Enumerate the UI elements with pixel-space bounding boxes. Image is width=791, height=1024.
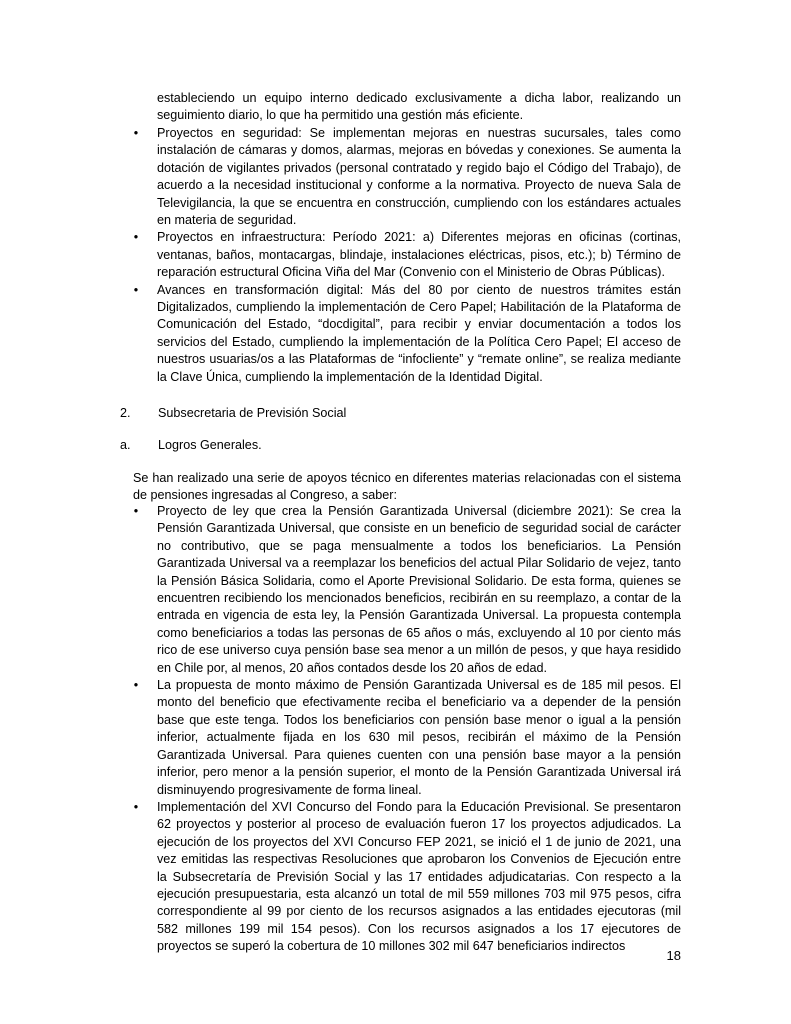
list-item-text: Implementación del XVI Concurso del Fondo para la Educación Previsional. Se presentaron 62 proyectos y posterior al proceso de evaluación fueron 17 los proyectos adjudicados. La ejecución de los proyectos del XVI Concurso FEP 2021, se inició el 1 de junio de 2021, una vez emitidas las respectivas Resoluciones que aprobaron los Convenios de Ejecución entre la Subsecretaría de Previsión Social y las 17 entidades adjudicatarias. Con respecto a la ejecución presupuestaria, esta alcanzó un total de mil 559 millones 703 mil 975 pesos, cifra correspondiente al 99 por ciento de los recursos asignados a las entidades ejecutoras (mil 582 millones 199 mil 154 pesos). Con los recursos asignados a los 17 ejecutores de proyectos se superó la cobertura de 10 millones 302 mil 647 beneficiarios indirectos	[157, 799, 681, 954]
list-item	[127, 125, 681, 229]
subsection-title: Logros Generales.	[158, 438, 262, 452]
intro-continuation: estableciendo un equipo interno dedicado exclusivamente a dicha labor, realizando un seguimiento diario, lo que ha permitido una gestión más eficiente.	[157, 91, 681, 123]
bullet-icon: •	[133, 282, 139, 297]
bullet-icon: •	[133, 799, 139, 814]
bullet-icon: •	[133, 504, 139, 518]
section-title: Subsecretaria de Previsión Social	[158, 406, 347, 420]
list-item-text: Proyecto de ley que crea la Pensión Garantizada Universal (diciembre 2021): Se crea la Pensión Garantizada Universal, que consiste en un beneficio de seguridad social de carácter no contributivo, que se paga mensualmente a todos los beneficiarios. La Pensión Garantizada Universal va a reemplazar los beneficios del actual Pilar Solidario de vejez, tanto la Pensión Básica Solidaria, como el Aporte Previsional Solidario. De esta forma, quienes se encuentren recibiendo los mencionados beneficios, recibirán en su reemplazo, a contar de la entrada en vigencia de esta ley, la Pensión Garantizada Universal. La propuesta contempla como beneficiarios a todas las personas de 65 años o más, excluyendo al 10 por ciento más rico de ese universo cuya pensión base sea menor a un millón de pesos, y que haya residido en Chile por, al menos, 20 años contados desde los 20 años de edad.	[157, 504, 681, 675]
list-item	[127, 503, 681, 677]
section-number: 2.	[120, 406, 131, 420]
list-item-text: Proyectos en infraestructura: Período 2021: a) Diferentes mejoras en oficinas (cortinas, ventanas, baños, montacargas, blindaje, instalaciones eléctricas, pisos, etc.); b) Término de reparación estructural Oficina Viña del Mar (Convenio con el Ministerio de Obras Públicas).	[157, 230, 681, 280]
subsection-letter: a.	[120, 438, 131, 452]
list-item	[127, 282, 681, 386]
bullet-icon: •	[133, 678, 139, 693]
bullet-icon: •	[133, 126, 139, 140]
list-item-text: Avances en transformación digital: Más del 80 por ciento de nuestros trámites están Digitalizados, cumpliendo la implementación de Cero Papel; Habilitación de la Plataforma de Comunicación del Estado, “docdigital”, para recibir y enviar documentación a todos los servicios del Estado, cumpliendo la implementación de la Política Cero Papel; El acceso de nuestros usuarias/os a las Plataformas de “infocliente” y “remate online”, se realiza mediante la Clave Única, cumpliendo la implementación de la Identidad Digital.	[157, 282, 681, 384]
bullet-list-top	[127, 125, 681, 386]
list-item-text: Proyectos en seguridad: Se implementan mejoras en nuestras sucursales, tales como instalación de cámaras y domos, alarmas, mejoras en bóvedas y conexiones. Se aumenta la dotación de vigilantes privados (personal contratado y regido bajo el Código del Trabajo), de acuerdo a la necesidad institucional y conforme a la normativa. Proyecto de nueva Sala de Televigilancia, la que se encuentra en construcción, cumpliendo con los estándares actuales en materia de seguridad.	[157, 126, 681, 228]
list-item	[127, 229, 681, 281]
section-heading	[120, 405, 346, 422]
intro-paragraph: Se han realizado una serie de apoyos técnico en diferentes materias relacionadas con el sistema de pensiones ingresadas al Congreso, a saber:	[133, 471, 681, 503]
bullet-list-bottom	[127, 503, 681, 956]
subsection-heading	[120, 437, 262, 454]
list-item-text: La propuesta de monto máximo de Pensión Garantizada Universal es de 185 mil pesos. El monto del beneficio que efectivamente reciba el beneficiario va a depender de la pensión base que este tenga. Todos los beneficiarios con pensión base menor o igual a la pensión inferior, actualmente fijada en los 630 mil pesos, recibirán el máximo de la Pensión Garantizada Universal. Para quienes cuenten con una pensión base mayor a la pensión inferior, pero menor a la pensión superior, el monto de la Pensión Garantizada Universal irá disminuyendo progresivamente de forma lineal.	[157, 678, 681, 797]
page-number: 18	[666, 948, 681, 963]
bullet-icon: •	[133, 230, 139, 245]
list-item	[127, 799, 681, 956]
list-item	[127, 677, 681, 799]
